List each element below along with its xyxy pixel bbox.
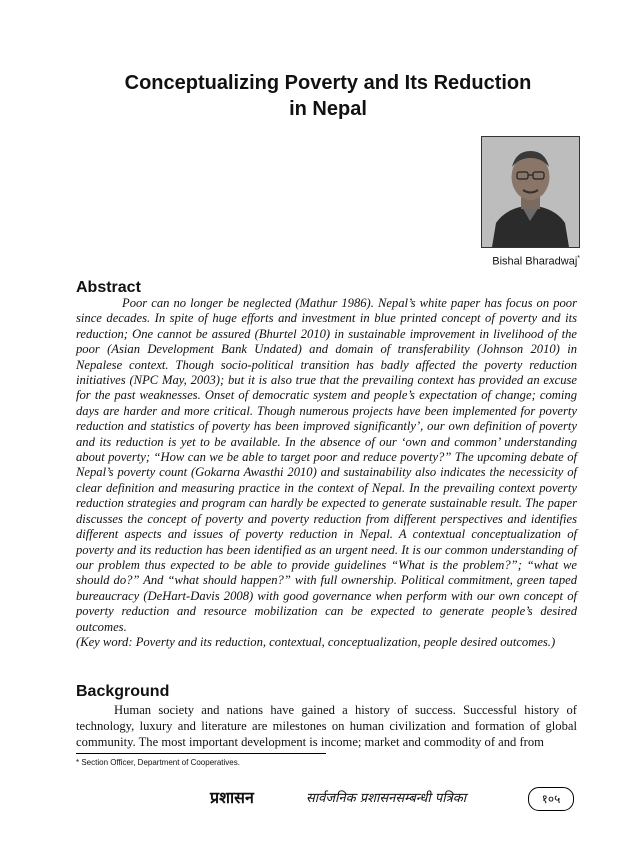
paper-title-line-1: Conceptualizing Poverty and Its Reduction [124,72,532,94]
background-body: Human society and nations have gained a history of success. Successful history of technology, luxury and literature are milestones on human civilization and formation of global community. The most important development is income; market and commodity of and from [76,703,577,749]
author-footnote-mark: * [577,255,580,262]
abstract-section [76,296,577,650]
background-section [76,702,577,750]
abstract-body: Poor can no longer be neglected (Mathur 1986). Nepal’s white paper has focus on poor since decades. In spite of huge efforts and investment in blue printed concept of poverty and its reduction; One cannot be assured (Bhurtel 2010) in sustainable improvement in livelihood of the poor (Asian Development Bank Undated) and domain of transferability (Johnson 2010) in Nepalese context. Though socio-political transition has badly affected the poverty reduction initiatives (NPC May, 2003); but it is also true that the prevailing context has provided an excuse for the past weaknesses. Onset of democratic system and people’s expectation of change; coming days are harder and more critical. Though numerous projects have been implemented for poverty reduction and statistics of poverty has been improved significantly’, our own definition of poverty and its reduction is yet to be available. In the absence of our ‘own and common’ understanding about poverty; “How can we be able to target poor and reduce poverty?” The upcoming debate of Nepal’s poverty count (Gokarna Awasthi 2010) and sustainability also indicates the necessicity of clear definition and measuring practice in the context of Nepal. In the prevailing context poverty reduction strategies and program can hardly be expected to generate sustainable result. The paper discusses the concept of poverty and poverty reduction from different perspectives and identifies different aspects and issues of poverty reduction in Nepal. A contextual conceptualization of poverty and its reduction has been identified as an urgent need. It is our common understanding of our problem thus expected to be able to provide guidelines “What is the problem?”; “what we should do?” And “what should happen?” with full ownership. Political commitment, green taped bureaucracy (DeHart-Davis 2008) with good governance when perform with our own concept of poverty reduction and resource mobilization can be expected to generate people’s desired outcomes. [76,296,577,634]
footnote-divider [76,753,326,754]
background-heading: Background [76,683,170,700]
author-portrait-image [482,137,579,247]
abstract-keywords: (Key word: Poverty and its reduction, contextual, conceptualization, people desired outcomes.) [76,634,556,649]
paper-title-line-2: in Nepal [289,98,367,120]
journal-subtitle: सार्वजनिक प्रशासनसम्बन्धी पत्रिका [306,791,467,806]
journal-footer [210,786,580,812]
footnote: * Section Officer, Department of Cooperatives. [76,758,240,767]
author-photo [481,136,580,248]
abstract-heading: Abstract [76,279,141,296]
author-caption [470,255,580,268]
paper-title [60,70,596,122]
page-number: १०५ [528,787,574,811]
journal-name: प्रशासन [210,788,254,807]
author-name: Bishal Bharadwaj [492,255,578,268]
